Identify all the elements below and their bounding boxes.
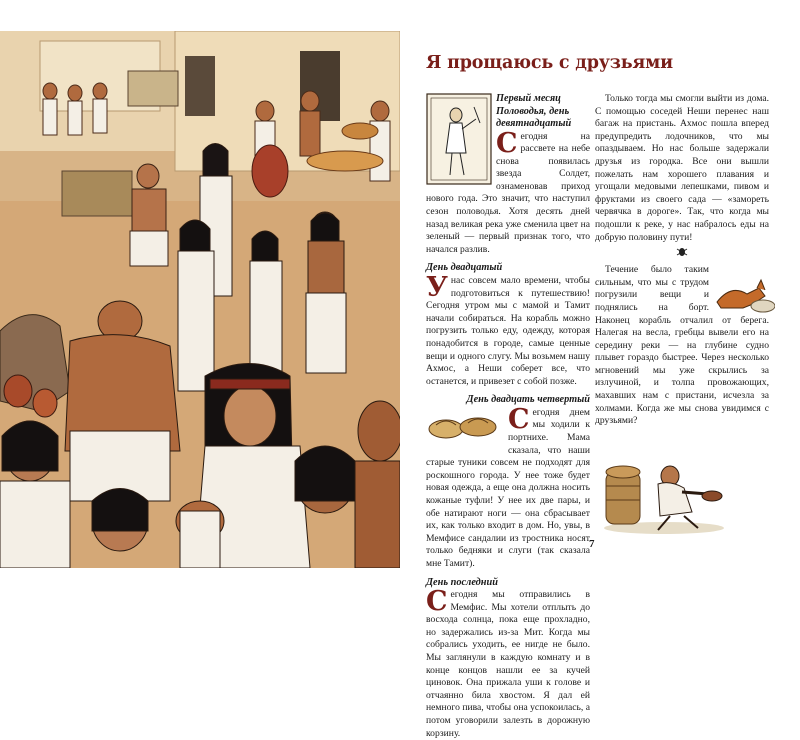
entry-paragraph [426,586,590,740]
dropcap: С [496,127,518,159]
entry-heading: День двадцатый [426,262,503,274]
basket-boy-illustration [600,432,728,536]
page-number: 7 [589,538,595,550]
entry-heading: Первый месяц Половодья, день девятнадцатый [496,93,572,129]
market-scene-illustration [0,31,400,568]
entry-text: егодня на рассвете на небе снова появилась звезда Солдет, ознаменовав приход нового года. Это значит, что наступил сезон половодья. Хотя десять дней назад великая река уже сменила цвет на зеленый — первый признак того, что начался разлив. [426,130,590,255]
entry-paragraph [426,403,590,571]
papyrus-boy-icon [426,93,492,185]
scarab-icon [595,246,769,262]
entry-paragraph [426,271,590,388]
page-title: Я прощаюсь с друзьями [426,53,673,73]
continuation-text: Течение было таким сильным, что мы с трудом погрузили вещи и поднялись на борт. Наконец корабль отчалил от берега. Налегая на весла, гребцы вывели его на середину реки — на глубине судно плывет гораздо быстрее. Через несколько мгновений мы уже скрылись за излучиной, и толпа провожающих, махавших нам с пристани, исчезла за холмами. Когда же мы снова увидимся с друзьями? [595,264,769,427]
entry-text: егодня днем мы ходили к портнихе. Мама сказала, что наши старые туники совсем не подходят для роскошного города. У нее тоже будет новая одежда, а еще она должна носить кожаные туфли! У нее их две пары, и обе натирают ноги — она сбрасывает их, как только входит в дом. Но, увы, в Мемфисе сандалии из тростника носят только бедняки и слуги (так сказала мне Тамит). [426,406,590,569]
dropcap: С [508,403,530,435]
continuation-paragraph [595,264,769,428]
dropcap: С [426,586,448,617]
entry-text: егодня мы отправились в Мемфис. Мы хотели отплыть до восхода солнца, пока еще прохладно, но задержались из-за Мит. Когда мы собрались уходить, ее нигде не было. Мы заглянули в каждую комнату и в конце концов нашли ее за кучей циновок. Она прижала уши к голове и отчаянно била хвостом. Я дал ей немного пива, чтобы она успокоилась, а потом уговорили залезть в дорожную корзину. [426,589,590,739]
continuation-paragraph: Только тогда мы смогли выйти из дома. С помощью соседей Неши перенес наш багаж на пристань. Ахмос пошла вперед предупредить лодочников, что мы опаздываем. Но нас больше задержали друзья из городка. Все они вышли пожелать нам хорошего плавания и угощали медовыми лепешками, пивом и фруктами из своего сада — «замореть червячка в дороге». Так, что когда мы подошли к реке, у нас набралось еды на добрую половину пути! [595,93,769,243]
sandals-icon [426,409,504,445]
entry-heading: День двадцать четвертый [466,394,590,406]
entry-heading: День последний [426,576,498,588]
dropcap: У [426,271,448,303]
text-column-left [426,93,590,740]
text-column-right [595,93,769,428]
entry-text: нас совсем мало времени, чтобы подготовиться к путешествию! Сегодня утром мы с мамой и Тамит начали собираться. На корабль можно погрузить только еду, одежду, которая понадобится в городе, самые ценные вещи и одного слугу. Мы возьмем нашу Ахмос, а Неши соберет все, что останется, и привезет с собой позже. [426,274,590,387]
fox-icon [713,268,775,314]
